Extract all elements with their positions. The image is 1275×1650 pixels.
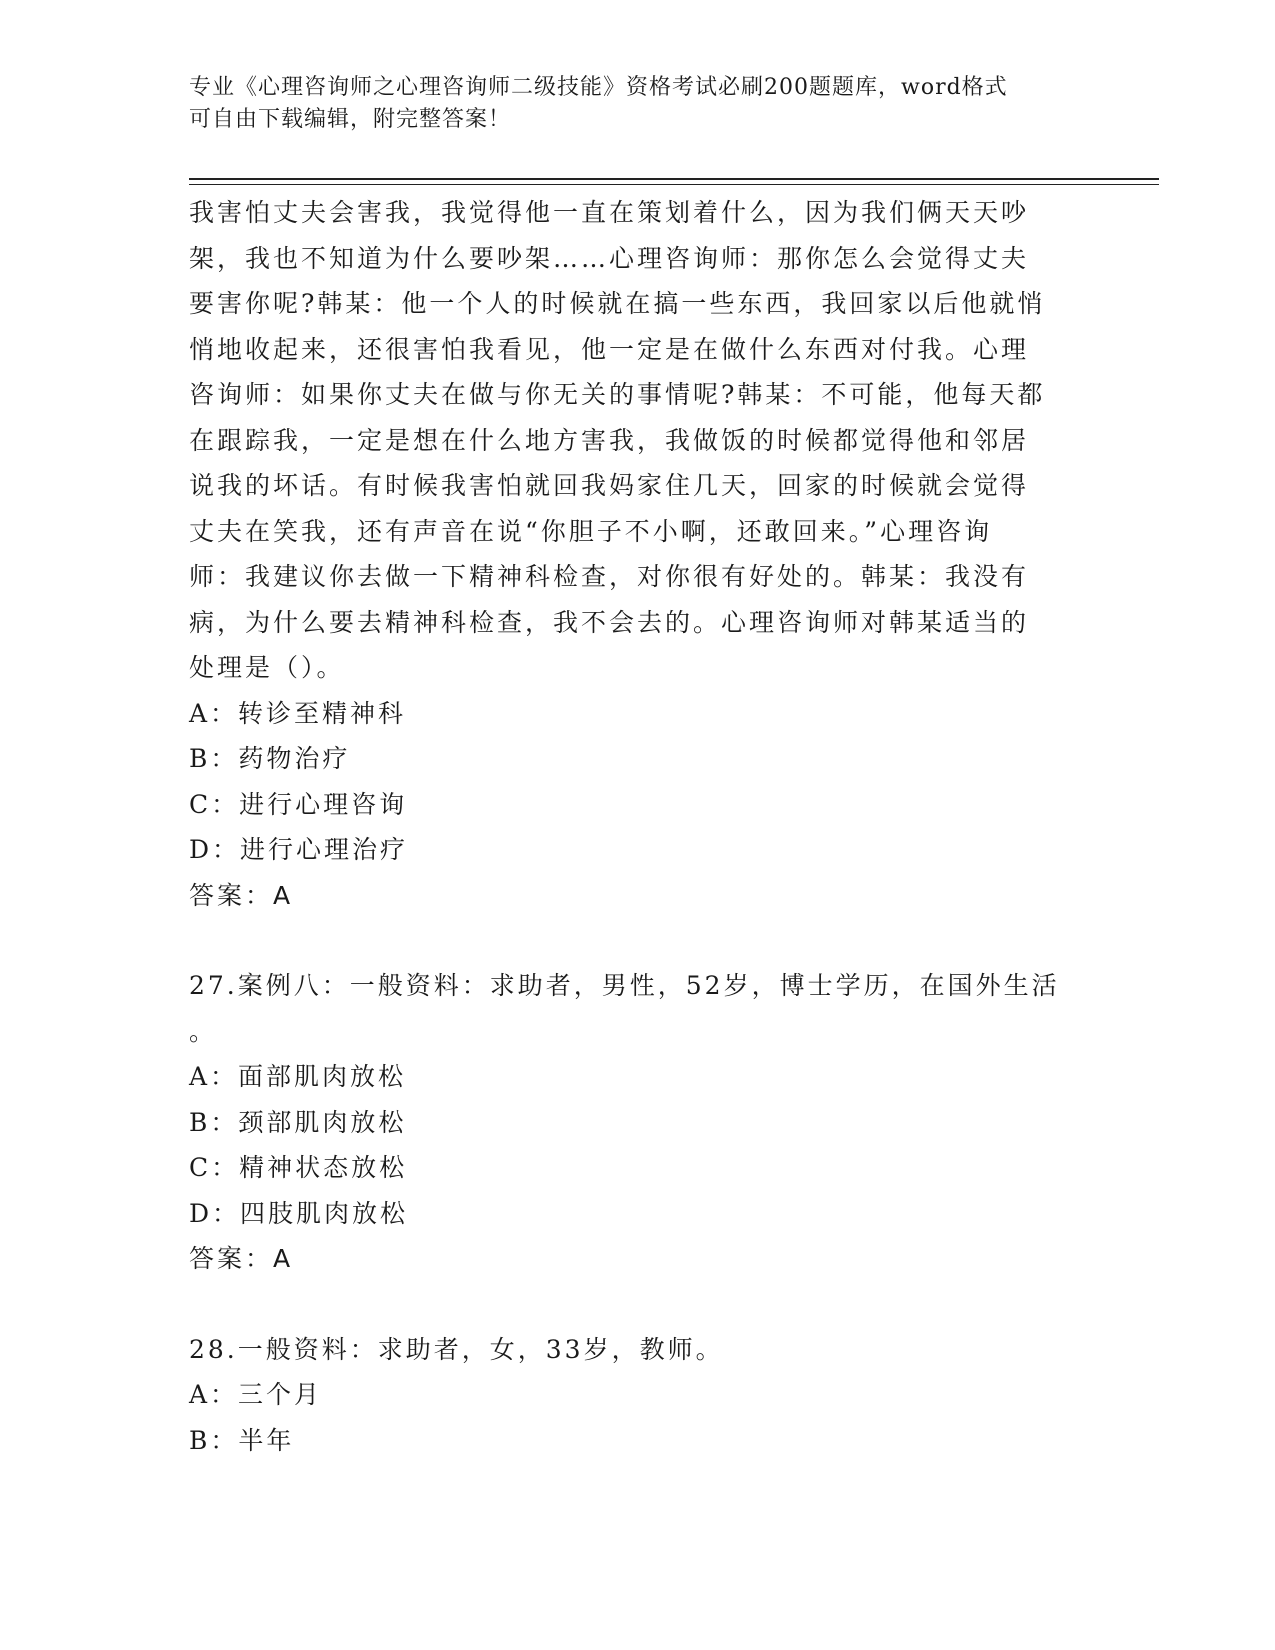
- header-line-1: 专业《心理咨询师之心理咨询师二级技能》资格考试必刷200题题库，word格式: [189, 75, 1008, 100]
- question-27: [189, 963, 1089, 1282]
- header-divider-thin: [189, 184, 1159, 185]
- answer-line: 答案：A: [189, 880, 294, 910]
- question-stem-line: 架，我也不知道为什么要吵架……心理咨询师：那你怎么会觉得丈夫: [189, 243, 1030, 273]
- header-divider-thick: [189, 178, 1159, 180]
- option-c: C：进行心理咨询: [189, 789, 408, 819]
- question-stem-line: 师：我建议你去做一下精神科检查，对你很有好处的。韩某：我没有: [189, 562, 1030, 591]
- document-body: [189, 190, 1089, 1463]
- question-28: [189, 1327, 1089, 1464]
- option-b: B：药物治疗: [189, 744, 351, 773]
- spacer: [189, 918, 1089, 963]
- question-stem-line: 我害怕丈夫会害我，我觉得他一直在策划着什么，因为我们俩天天吵: [189, 198, 1030, 227]
- question-stem-line: 27.案例八：一般资料：求助者，男性，52岁，博士学历，在国外生活: [189, 971, 1060, 1000]
- option-b: B：颈部肌肉放松: [189, 1107, 407, 1137]
- option-d: D：四肢肌肉放松: [189, 1198, 409, 1228]
- option-d: D：进行心理治疗: [189, 835, 409, 864]
- document-header: [189, 72, 1089, 136]
- question-26: [189, 190, 1089, 918]
- question-stem-line: 在跟踪我，一定是想在什么地方害我，我做饭的时候都觉得他和邻居: [189, 425, 1030, 455]
- question-stem-line: 咨询师：如果你丈夫在做与你无关的事情呢?韩某：不可能，他每天都: [189, 380, 1046, 409]
- question-stem-line: 28.一般资料：求助者，女，33岁，教师。: [189, 1334, 724, 1364]
- option-a: A：面部肌肉放松: [189, 1062, 407, 1091]
- question-stem-line: 要害你呢?韩某：他一个人的时候就在搞一些东西，我回家以后他就悄: [189, 289, 1046, 318]
- question-stem-line: 说我的坏话。有时候我害怕就回我妈家住几天，回家的时候就会觉得: [189, 471, 1030, 500]
- answer-line: 答案：A: [189, 1244, 294, 1273]
- question-stem-line: 悄地收起来，还很害怕我看见，他一定是在做什么东西对付我。心理: [189, 334, 1030, 364]
- option-a: A：三个月: [189, 1380, 323, 1409]
- question-stem-line: 病，为什么要去精神科检查，我不会去的。心理咨询师对韩某适当的: [189, 607, 1030, 637]
- spacer: [189, 1282, 1089, 1327]
- question-stem-line: 处理是（）。: [189, 653, 345, 682]
- question-stem-line: 。: [189, 1016, 218, 1046]
- option-a: A：转诊至精神科: [189, 698, 407, 728]
- question-stem-line: 丈夫在笑我，还有声音在说“你胆子不小啊，还敢回来。”心理咨询: [189, 516, 993, 546]
- header-line-2: 可自由下载编辑，附完整答案！: [189, 107, 512, 132]
- option-b: B：半年: [189, 1425, 295, 1455]
- option-c: C：精神状态放松: [189, 1153, 408, 1182]
